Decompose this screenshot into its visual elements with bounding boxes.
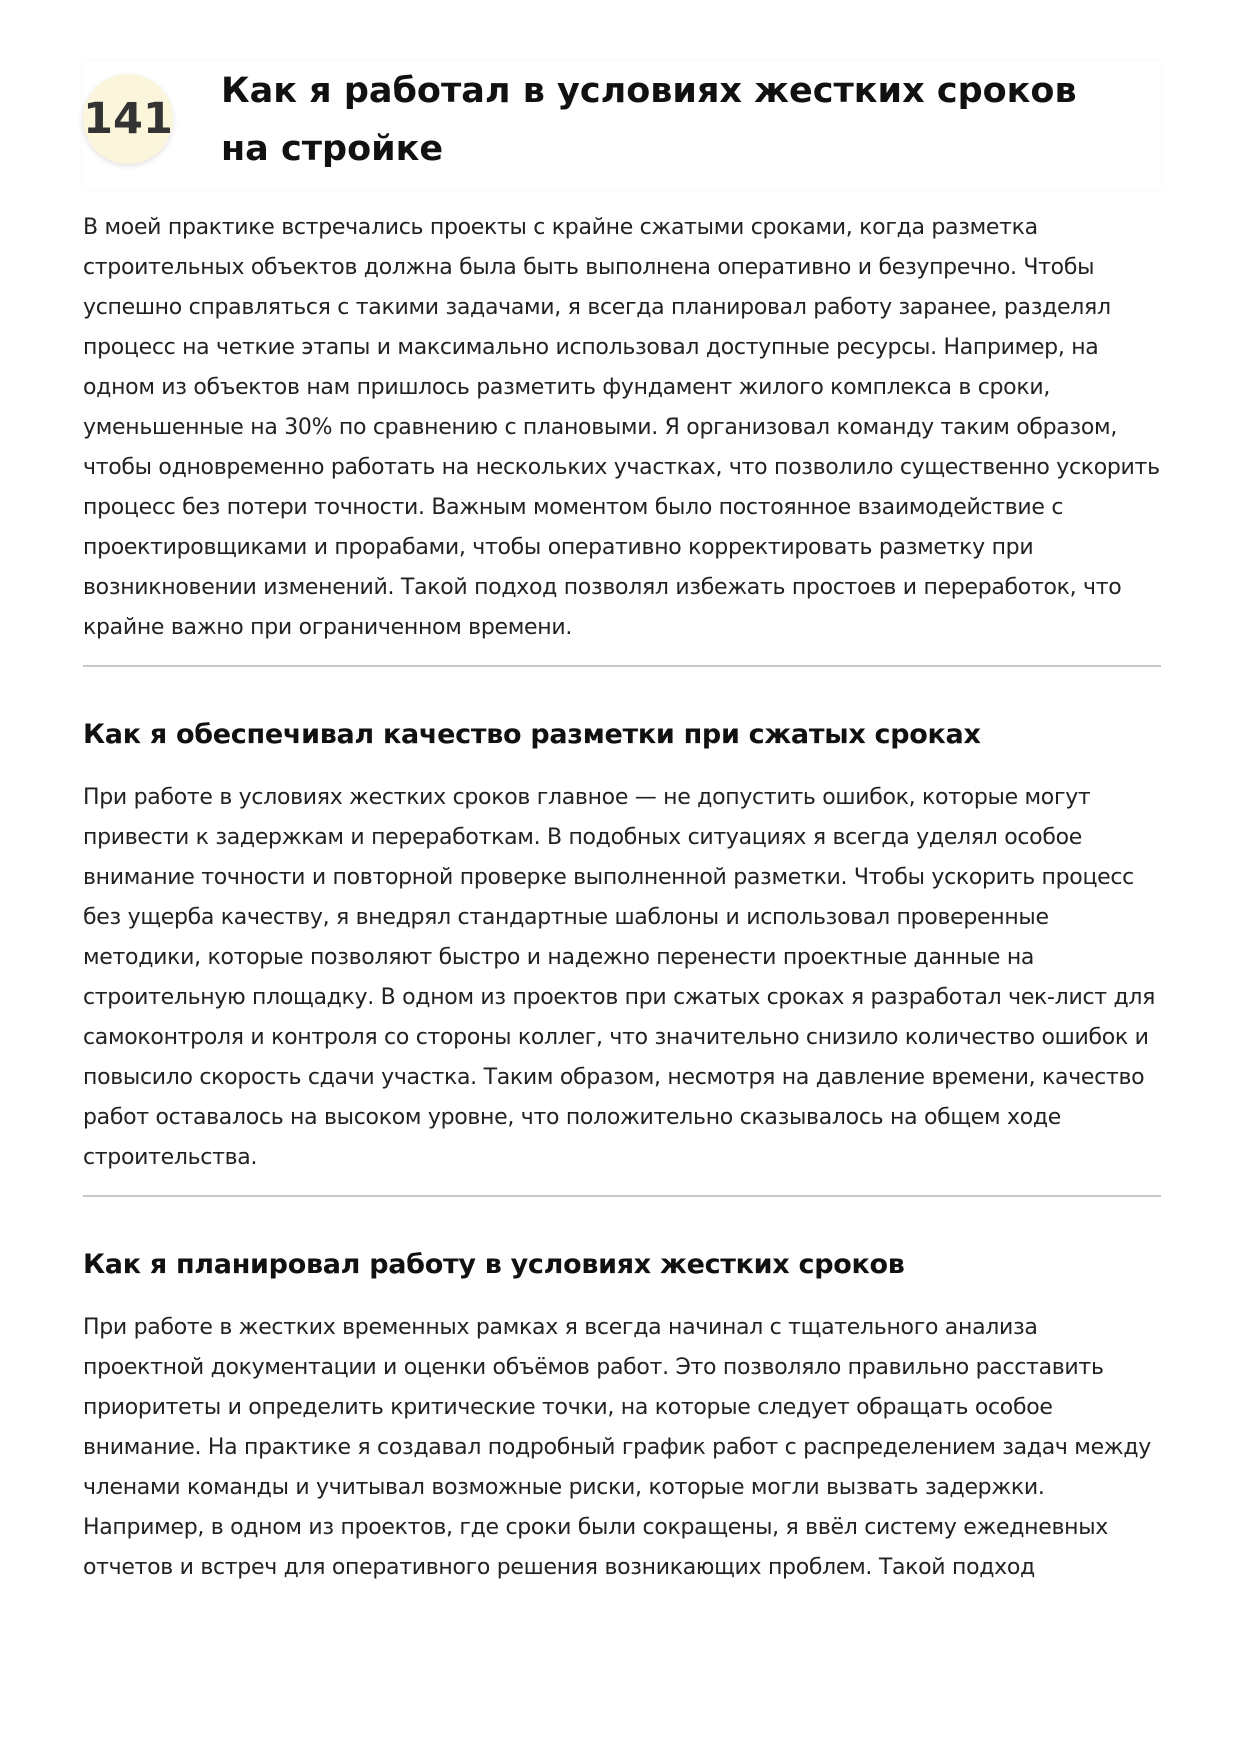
section-title-quality: Как я обеспечивал качество разметки при сжатых сроках [83,719,981,750]
chapter-header [83,0,1161,188]
intro-paragraph: В моей практике встречались проекты с крайне сжатыми сроками, когда разметка строительных объектов должна была быть выполнена оперативно и безупречно. Чтобы успешно справляться с такими задачами, я всегда планировал работу заранее, разделял процесс на четкие этапы и максимально использовал доступные ресурсы. Например, на одном из объектов нам пришлось разметить фундамент жилого комплекса в сроки, уменьшенные на 30% по сравнению с плановыми. Я организовал команду таким образом, чтобы одновременно работать на нескольких участках, что позволило существенно ускорить процесс без потери точности. Важным моментом было постоянное взаимодействие с проектировщиками и прорабами, чтобы оперативно корректировать разметку при возникновении изменений. Такой подход позволял избежать простоев и переработок, что крайне важно при ограниченном времени. [83,215,1160,640]
section-title-planning: Как я планировал работу в условиях жестких сроков [83,1249,905,1280]
section-paragraph-quality: При работе в условиях жестких сроков главное — не допустить ошибок, которые могут привести к задержкам и переработкам. В подобных ситуациях я всегда уделял особое внимание точности и повторной проверке выполненной разметки. Чтобы ускорить процесс без ущерба качеству, я внедрял стандартные шаблоны и использовал проверенные методики, которые позволяют быстро и надежно перенести проектные данные на строительную площадку. В одном из проектов при сжатых сроках я разработал чек-лист для самоконтроля и контроля со стороны коллег, что значительно снизило количество ошибок и повысило скорость сдачи участка. Таким образом, несмотря на давление времени, качество работ оставалось на высоком уровне, что положительно сказывалось на общем ходе строительства. [83,785,1156,1170]
section-paragraph-planning: При работе в жестких временных рамках я всегда начинал с тщательного анализа проектной документации и оценки объёмов работ. Это позволяло правильно расставить приоритеты и определить критические точки, на которые следует обращать особое внимание. На практике я создавал подробный график работ с распределением задач между членами команды и учитывал возможные риски, которые могли вызвать задержки. Например, в одном из проектов, где сроки были сокращены, я ввёл систему ежедневных отчетов и встреч для оперативного решения возникающих проблем. Такой подход [83,1315,1151,1580]
chapter-title: Как я работал в условиях жестких сроков на стройке [221,71,1077,169]
page [83,0,1161,1588]
chapter-number-badge: 141 [83,74,173,164]
